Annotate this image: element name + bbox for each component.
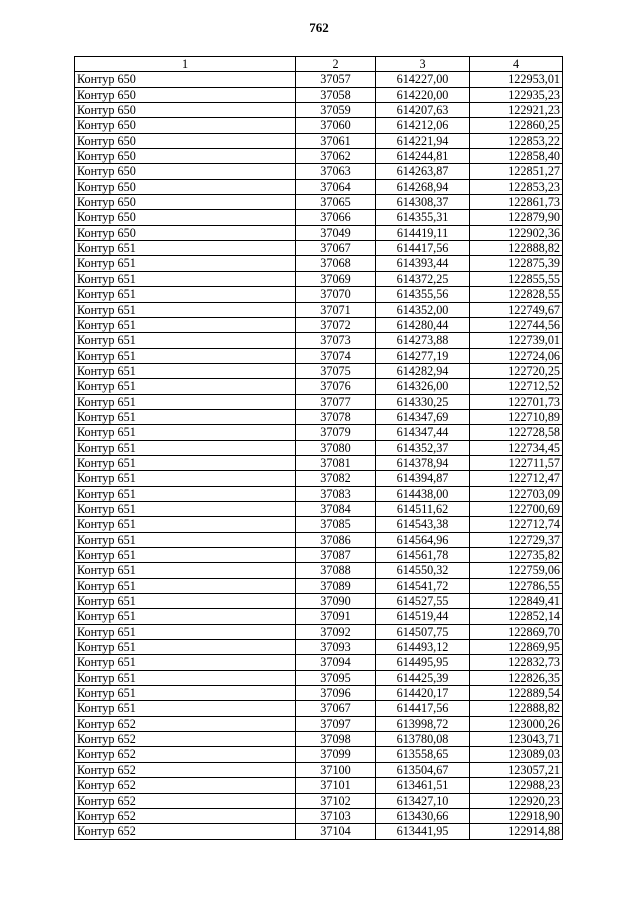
cell-coordinate-x: 613780,08 [376, 732, 470, 747]
cell-point-number: 37078 [296, 409, 376, 424]
table-row [75, 778, 563, 793]
page-number: 762 [309, 20, 329, 35]
cell-coordinate-x: 614282,94 [376, 363, 470, 378]
cell-point-number: 37075 [296, 363, 376, 378]
cell-contour-name: Контур 651 [75, 409, 296, 424]
cell-point-number: 37071 [296, 302, 376, 317]
cell-coordinate-y: 122920,23 [470, 793, 563, 808]
cell-point-number: 37099 [296, 747, 376, 762]
cell-coordinate-x: 614280,44 [376, 317, 470, 332]
cell-contour-name: Контур 652 [75, 762, 296, 777]
cell-point-number: 37066 [296, 210, 376, 225]
cell-coordinate-x: 614268,94 [376, 179, 470, 194]
cell-coordinate-y: 122853,23 [470, 179, 563, 194]
cell-coordinate-x: 614519,44 [376, 609, 470, 624]
cell-contour-name: Контур 651 [75, 241, 296, 256]
table-row [75, 563, 563, 578]
cell-coordinate-x: 614263,87 [376, 164, 470, 179]
cell-coordinate-y: 122869,70 [470, 624, 563, 639]
cell-coordinate-x: 614419,11 [376, 225, 470, 240]
table-body [75, 72, 563, 839]
cell-point-number: 37101 [296, 778, 376, 793]
table-row [75, 72, 563, 87]
table-row [75, 532, 563, 547]
table-row [75, 225, 563, 240]
cell-coordinate-y: 122701,73 [470, 394, 563, 409]
cell-contour-name: Контур 651 [75, 486, 296, 501]
cell-point-number: 37081 [296, 455, 376, 470]
cell-contour-name: Контур 651 [75, 271, 296, 286]
cell-coordinate-y: 122849,41 [470, 594, 563, 609]
cell-contour-name: Контур 650 [75, 164, 296, 179]
cell-contour-name: Контур 651 [75, 563, 296, 578]
cell-contour-name: Контур 650 [75, 149, 296, 164]
table-row [75, 87, 563, 102]
cell-contour-name: Контур 652 [75, 716, 296, 731]
cell-contour-name: Контур 650 [75, 118, 296, 133]
table-row [75, 287, 563, 302]
cell-coordinate-y: 122875,39 [470, 256, 563, 271]
cell-coordinate-y: 122712,74 [470, 517, 563, 532]
table-row [75, 624, 563, 639]
table-row [75, 164, 563, 179]
cell-coordinate-y: 122735,82 [470, 548, 563, 563]
cell-coordinate-y: 122734,45 [470, 440, 563, 455]
cell-coordinate-y: 122851,27 [470, 164, 563, 179]
cell-contour-name: Контур 651 [75, 548, 296, 563]
cell-coordinate-y: 122720,25 [470, 363, 563, 378]
cell-point-number: 37096 [296, 686, 376, 701]
cell-coordinate-x: 614347,69 [376, 409, 470, 424]
table-row [75, 195, 563, 210]
table-header [75, 57, 563, 72]
cell-coordinate-x: 613427,10 [376, 793, 470, 808]
cell-contour-name: Контур 650 [75, 133, 296, 148]
cell-point-number: 37079 [296, 425, 376, 440]
cell-contour-name: Контур 652 [75, 808, 296, 823]
cell-point-number: 37049 [296, 225, 376, 240]
cell-point-number: 37057 [296, 72, 376, 87]
table-row [75, 517, 563, 532]
table-row [75, 394, 563, 409]
cell-coordinate-x: 614561,78 [376, 548, 470, 563]
cell-point-number: 37091 [296, 609, 376, 624]
cell-coordinate-x: 614227,00 [376, 72, 470, 87]
cell-coordinate-y: 122749,67 [470, 302, 563, 317]
cell-coordinate-x: 614212,06 [376, 118, 470, 133]
cell-point-number: 37059 [296, 103, 376, 118]
cell-contour-name: Контур 651 [75, 287, 296, 302]
cell-coordinate-x: 614355,31 [376, 210, 470, 225]
cell-contour-name: Контур 651 [75, 640, 296, 655]
table-row [75, 793, 563, 808]
cell-coordinate-y: 123057,21 [470, 762, 563, 777]
table-row [75, 609, 563, 624]
cell-coordinate-x: 614347,44 [376, 425, 470, 440]
cell-coordinate-y: 122902,36 [470, 225, 563, 240]
cell-coordinate-x: 614417,56 [376, 701, 470, 716]
cell-coordinate-x: 614355,56 [376, 287, 470, 302]
cell-coordinate-y: 122739,01 [470, 333, 563, 348]
cell-coordinate-x: 613998,72 [376, 716, 470, 731]
cell-coordinate-y: 122724,06 [470, 348, 563, 363]
cell-point-number: 37069 [296, 271, 376, 286]
cell-coordinate-y: 123043,71 [470, 732, 563, 747]
cell-contour-name: Контур 651 [75, 624, 296, 639]
cell-point-number: 37086 [296, 532, 376, 547]
cell-coordinate-y: 122935,23 [470, 87, 563, 102]
cell-coordinate-y: 122888,82 [470, 701, 563, 716]
cell-contour-name: Контур 651 [75, 701, 296, 716]
table-row [75, 501, 563, 516]
cell-coordinate-x: 614273,88 [376, 333, 470, 348]
cell-contour-name: Контур 650 [75, 72, 296, 87]
cell-point-number: 37074 [296, 348, 376, 363]
table-row [75, 133, 563, 148]
table-row [75, 363, 563, 378]
table-row [75, 594, 563, 609]
cell-contour-name: Контур 651 [75, 394, 296, 409]
cell-point-number: 37065 [296, 195, 376, 210]
cell-contour-name: Контур 652 [75, 747, 296, 762]
cell-coordinate-x: 614352,37 [376, 440, 470, 455]
cell-coordinate-x: 614277,19 [376, 348, 470, 363]
cell-coordinate-x: 613461,51 [376, 778, 470, 793]
table-row [75, 808, 563, 823]
cell-contour-name: Контур 651 [75, 501, 296, 516]
cell-coordinate-y: 122888,82 [470, 241, 563, 256]
cell-coordinate-x: 614394,87 [376, 471, 470, 486]
cell-point-number: 37085 [296, 517, 376, 532]
cell-coordinate-x: 613441,95 [376, 824, 470, 839]
cell-coordinate-y: 122921,23 [470, 103, 563, 118]
cell-point-number: 37093 [296, 640, 376, 655]
cell-coordinate-x: 613504,67 [376, 762, 470, 777]
table-row [75, 824, 563, 839]
cell-coordinate-x: 614527,55 [376, 594, 470, 609]
cell-coordinate-x: 614330,25 [376, 394, 470, 409]
cell-coordinate-y: 122712,52 [470, 379, 563, 394]
cell-point-number: 37061 [296, 133, 376, 148]
cell-point-number: 37090 [296, 594, 376, 609]
cell-point-number: 37100 [296, 762, 376, 777]
cell-contour-name: Контур 651 [75, 578, 296, 593]
cell-coordinate-x: 614221,94 [376, 133, 470, 148]
table-row [75, 471, 563, 486]
table-row [75, 179, 563, 194]
table-row [75, 548, 563, 563]
cell-coordinate-y: 122728,58 [470, 425, 563, 440]
table-row [75, 210, 563, 225]
cell-contour-name: Контур 650 [75, 179, 296, 194]
cell-contour-name: Контур 651 [75, 348, 296, 363]
cell-coordinate-y: 122860,25 [470, 118, 563, 133]
cell-point-number: 37104 [296, 824, 376, 839]
cell-point-number: 37094 [296, 655, 376, 670]
cell-point-number: 37062 [296, 149, 376, 164]
cell-coordinate-x: 614507,75 [376, 624, 470, 639]
cell-coordinate-x: 614543,38 [376, 517, 470, 532]
cell-coordinate-y: 122711,57 [470, 455, 563, 470]
table-row [75, 762, 563, 777]
table-row [75, 348, 563, 363]
cell-coordinate-y: 122889,54 [470, 686, 563, 701]
cell-coordinate-y: 122869,95 [470, 640, 563, 655]
table-row [75, 149, 563, 164]
column-header-3: 3 [376, 57, 470, 72]
table-row [75, 655, 563, 670]
cell-point-number: 37064 [296, 179, 376, 194]
table-row [75, 241, 563, 256]
cell-coordinate-x: 614550,32 [376, 563, 470, 578]
cell-coordinate-y: 122855,55 [470, 271, 563, 286]
cell-point-number: 37080 [296, 440, 376, 455]
table-row [75, 256, 563, 271]
table-row [75, 440, 563, 455]
cell-coordinate-x: 614393,44 [376, 256, 470, 271]
table-row [75, 409, 563, 424]
cell-contour-name: Контур 650 [75, 103, 296, 118]
cell-contour-name: Контур 650 [75, 87, 296, 102]
table-row [75, 578, 563, 593]
cell-coordinate-x: 614326,00 [376, 379, 470, 394]
cell-coordinate-y: 122879,90 [470, 210, 563, 225]
table-row [75, 686, 563, 701]
cell-coordinate-y: 122858,40 [470, 149, 563, 164]
cell-contour-name: Контур 652 [75, 793, 296, 808]
table-row [75, 716, 563, 731]
cell-point-number: 37095 [296, 670, 376, 685]
cell-point-number: 37102 [296, 793, 376, 808]
cell-point-number: 37070 [296, 287, 376, 302]
cell-coordinate-x: 614308,37 [376, 195, 470, 210]
cell-coordinate-y: 122914,88 [470, 824, 563, 839]
cell-coordinate-x: 614352,00 [376, 302, 470, 317]
table-row [75, 103, 563, 118]
column-header-4: 4 [470, 57, 563, 72]
cell-contour-name: Контур 651 [75, 455, 296, 470]
cell-contour-name: Контур 651 [75, 655, 296, 670]
cell-coordinate-y: 122744,56 [470, 317, 563, 332]
cell-point-number: 37087 [296, 548, 376, 563]
table-row [75, 271, 563, 286]
cell-point-number: 37067 [296, 701, 376, 716]
cell-coordinate-y: 122918,90 [470, 808, 563, 823]
cell-coordinate-x: 614564,96 [376, 532, 470, 547]
cell-point-number: 37089 [296, 578, 376, 593]
cell-contour-name: Контур 651 [75, 379, 296, 394]
cell-contour-name: Контур 651 [75, 317, 296, 332]
cell-point-number: 37068 [296, 256, 376, 271]
cell-point-number: 37092 [296, 624, 376, 639]
table-row [75, 732, 563, 747]
cell-point-number: 37077 [296, 394, 376, 409]
cell-contour-name: Контур 651 [75, 333, 296, 348]
table-row [75, 670, 563, 685]
column-header-1: 1 [75, 57, 296, 72]
cell-contour-name: Контур 651 [75, 440, 296, 455]
cell-coordinate-y: 122786,55 [470, 578, 563, 593]
cell-coordinate-x: 614541,72 [376, 578, 470, 593]
cell-point-number: 37067 [296, 241, 376, 256]
cell-contour-name: Контур 652 [75, 732, 296, 747]
cell-coordinate-x: 614378,94 [376, 455, 470, 470]
cell-point-number: 37058 [296, 87, 376, 102]
cell-point-number: 37088 [296, 563, 376, 578]
cell-coordinate-x: 614511,62 [376, 501, 470, 516]
cell-coordinate-y: 122729,37 [470, 532, 563, 547]
cell-coordinate-y: 122853,22 [470, 133, 563, 148]
cell-contour-name: Контур 651 [75, 363, 296, 378]
cell-contour-name: Контур 650 [75, 210, 296, 225]
cell-coordinate-x: 613558,65 [376, 747, 470, 762]
table-row [75, 486, 563, 501]
cell-coordinate-y: 122826,35 [470, 670, 563, 685]
header-row [75, 57, 563, 72]
cell-contour-name: Контур 652 [75, 824, 296, 839]
cell-point-number: 37073 [296, 333, 376, 348]
cell-point-number: 37098 [296, 732, 376, 747]
cell-coordinate-x: 614438,00 [376, 486, 470, 501]
cell-coordinate-y: 122700,69 [470, 501, 563, 516]
cell-point-number: 37063 [296, 164, 376, 179]
cell-coordinate-y: 122710,89 [470, 409, 563, 424]
table-row [75, 333, 563, 348]
cell-point-number: 37060 [296, 118, 376, 133]
cell-contour-name: Контур 651 [75, 670, 296, 685]
cell-coordinate-y: 122988,23 [470, 778, 563, 793]
cell-coordinate-x: 614372,25 [376, 271, 470, 286]
table-row [75, 747, 563, 762]
table-row [75, 118, 563, 133]
cell-coordinate-x: 614493,12 [376, 640, 470, 655]
cell-coordinate-y: 123089,03 [470, 747, 563, 762]
cell-coordinate-y: 122852,14 [470, 609, 563, 624]
cell-contour-name: Контур 651 [75, 256, 296, 271]
coordinates-table [74, 56, 563, 840]
cell-contour-name: Контур 651 [75, 686, 296, 701]
table-row [75, 701, 563, 716]
cell-point-number: 37083 [296, 486, 376, 501]
cell-coordinate-y: 122828,55 [470, 287, 563, 302]
cell-contour-name: Контур 651 [75, 594, 296, 609]
cell-contour-name: Контур 651 [75, 609, 296, 624]
table-row [75, 317, 563, 332]
cell-point-number: 37097 [296, 716, 376, 731]
table-row [75, 640, 563, 655]
cell-coordinate-y: 122759,06 [470, 563, 563, 578]
cell-coordinate-y: 122712,47 [470, 471, 563, 486]
cell-point-number: 37103 [296, 808, 376, 823]
cell-contour-name: Контур 652 [75, 778, 296, 793]
cell-coordinate-y: 122861,73 [470, 195, 563, 210]
cell-coordinate-x: 614420,17 [376, 686, 470, 701]
cell-coordinate-x: 614220,00 [376, 87, 470, 102]
cell-coordinate-x: 614417,56 [376, 241, 470, 256]
cell-contour-name: Контур 650 [75, 195, 296, 210]
cell-point-number: 37076 [296, 379, 376, 394]
cell-point-number: 37082 [296, 471, 376, 486]
cell-coordinate-y: 123000,26 [470, 716, 563, 731]
table-row [75, 302, 563, 317]
cell-point-number: 37084 [296, 501, 376, 516]
cell-coordinate-y: 122832,73 [470, 655, 563, 670]
table-row [75, 425, 563, 440]
cell-contour-name: Контур 651 [75, 517, 296, 532]
column-header-2: 2 [296, 57, 376, 72]
cell-coordinate-y: 122703,09 [470, 486, 563, 501]
cell-coordinate-x: 614207,63 [376, 103, 470, 118]
cell-coordinate-x: 614495,95 [376, 655, 470, 670]
cell-contour-name: Контур 651 [75, 532, 296, 547]
cell-contour-name: Контур 650 [75, 225, 296, 240]
cell-point-number: 37072 [296, 317, 376, 332]
cell-coordinate-x: 614425,39 [376, 670, 470, 685]
table-row [75, 455, 563, 470]
cell-contour-name: Контур 651 [75, 471, 296, 486]
cell-contour-name: Контур 651 [75, 302, 296, 317]
cell-contour-name: Контур 651 [75, 425, 296, 440]
cell-coordinate-y: 122953,01 [470, 72, 563, 87]
cell-coordinate-x: 614244,81 [376, 149, 470, 164]
table-row [75, 379, 563, 394]
cell-coordinate-x: 613430,66 [376, 808, 470, 823]
